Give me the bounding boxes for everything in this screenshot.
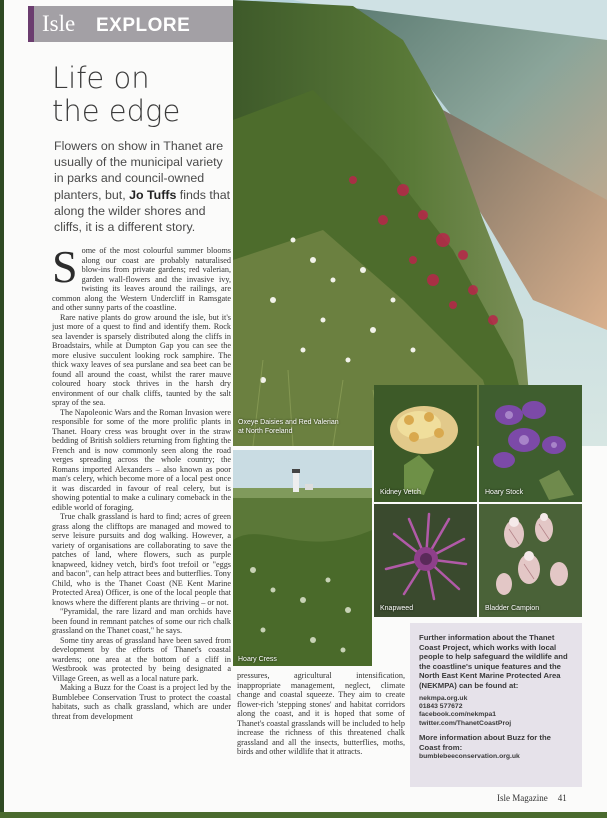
body-paragraph xyxy=(52,241,231,313)
body-paragraph: Rare native plants do grow around the isle, but it's just more of a quest to find and identify them. Rock sea lavender is sparsely distributed along the cliffs in Broadstairs, while at Dumpton Gap you can see the more elusive succulent looking rock samphire. The thick waxy leaves of sea purslane and sea beet can be found all around the coast, whilst the rarer mauve coloured hoary stock thrives in the harsh dry environment of our chalk cliffs, taunted by the salt spray of the sea. xyxy=(52,312,231,407)
body-column-2 xyxy=(237,671,405,757)
body-paragraph: Making a Buzz for the Coast is a project led by the Bumblebee Conservation Trust to protect the coastal habitats, such as chalk grassland, which are under threat from development xyxy=(52,683,231,721)
knapweed-photo xyxy=(374,504,477,617)
hoary-cress-caption: Hoary Cress xyxy=(238,656,277,663)
facebook-link[interactable]: facebook.com/nekmpa1 xyxy=(419,711,497,719)
info-box xyxy=(410,623,582,787)
hoary-stock-photo xyxy=(479,385,582,502)
main-cliff-photo xyxy=(233,0,607,446)
section-name: EXPLORE xyxy=(96,15,191,36)
phone-number: 01843 577672 xyxy=(419,702,463,710)
standfirst-text-a: Flowers on show in Thanet are usually of the municipal variety in parks and council-owned planters, but, xyxy=(54,139,224,202)
main-photo-caption xyxy=(238,419,339,436)
info-contacts xyxy=(419,695,573,729)
kidney-vetch-photo xyxy=(374,385,477,502)
author-name: Jo Tuffs xyxy=(129,187,177,202)
page-border-bottom xyxy=(0,812,607,818)
hoary-cress-photo xyxy=(233,450,372,666)
body-paragraph: "Pyramidal, the rare lizard and man orchids have been found in remnant patches of some our rich chalk grassland on the Thanet coast," he says. xyxy=(52,607,231,635)
page-footer xyxy=(497,793,567,803)
title-line-1: Life on xyxy=(52,61,150,95)
caption-line-2: at North Foreland xyxy=(238,427,293,435)
buzz-website-link[interactable]: bumblebeeconservation.org.uk xyxy=(419,753,520,761)
header-accent-bar xyxy=(28,6,34,42)
article-standfirst xyxy=(54,138,234,235)
magazine-name: Isle xyxy=(42,11,76,36)
caption-line-1: Oxeye Daisies and Red Valerian xyxy=(238,419,339,426)
body-paragraph: The Napoleonic Wars and the Roman Invasion were responsible for some of the more prolific plants in Thanet. Hoary cress was brought over in the straw bedding of British soldiers returning from fighting the French and is now commonly seen along the road verges spreading across the whole country; the Romans imported Alexanders – also known as poor man's celery, which become more of a local pest once it was discarded in favour of real celery, but is showing potential to make a culinary comeback in the edible world of foraging. xyxy=(52,407,231,512)
footer-magazine-name: Isle Magazine xyxy=(497,793,548,803)
bladder-campion-photo xyxy=(479,504,582,617)
paragraph-text: ome of the most colourful summer blooms along our coast are probably naturalised blow-ins from private gardens; red valerian, garden wall-flowers and the invasive ivy, twisting its leaves around the railings, are common along the Western Undercliff in Ramsgate and other sunny parts of the coastline. xyxy=(52,246,231,312)
article-title xyxy=(52,62,227,128)
title-line-2: the edge xyxy=(52,94,181,128)
body-paragraph: pressures, agricultural intensification, inappropriate management, neglect, climate change and coastal squeeze. They aim to create flower-rich 'stepping stones' and habitat corridors along the coast, and it is hoped that some of Thanet's coastal grasslands will be included to help increase the richness of this threatened chalk grassland and all the insects, butterflies, moths, birds and other wildlife that it attracts. xyxy=(237,671,405,756)
bladder-campion-caption: Bladder Campion xyxy=(485,605,540,612)
section-header xyxy=(28,6,233,42)
info-heading-2: More information about Buzz for the Coast from: xyxy=(419,733,551,752)
page-border-left xyxy=(0,0,4,818)
body-column-1 xyxy=(52,241,231,721)
twitter-link[interactable]: twitter.com/ThanetCoastProj xyxy=(419,719,512,727)
standfirst-text-b: finds that along the wilder shores and cliffs, it is a different story. xyxy=(54,187,231,235)
kidney-vetch-caption: Kidney Vetch xyxy=(380,489,421,496)
page-number: 41 xyxy=(557,793,567,803)
website-link[interactable]: nekmpa.org.uk xyxy=(419,694,468,702)
body-paragraph: True chalk grassland is hard to find; acres of green grass along the clifftops are managed and mowed to serve leisure pursuits and dog walking. However, a variety of organisations are collaborating to save the patches of land, where flowers, such as purple knapweed, kidney vetch, bird's foot trefoil or "eggs and bacon", can help attract bees and butterflies. Tony Child, who is the Thanet Coast (NE Kent Marine Protected Area) Officer, is one of the local people that knows where the different plants are thriving – or not. xyxy=(52,512,231,607)
info-heading: Further information about the Thanet Coast Project, which works with local people to help safeguard the wildlife and the coastline's unique features and the North East Kent Marine Protected Area (NEKMPA) can be found at: xyxy=(419,633,568,690)
drop-cap: S xyxy=(52,241,78,292)
knapweed-caption: Knapweed xyxy=(380,605,414,612)
body-paragraph: Some tiny areas of grassland have been saved from development by the efforts of Thanet's coastal wardens; one area at the bottom of a cliff in Westbrook was protected by being designated a Village Green, as well as a local nature park. xyxy=(52,635,231,683)
hoary-stock-caption: Hoary Stock xyxy=(485,489,524,496)
